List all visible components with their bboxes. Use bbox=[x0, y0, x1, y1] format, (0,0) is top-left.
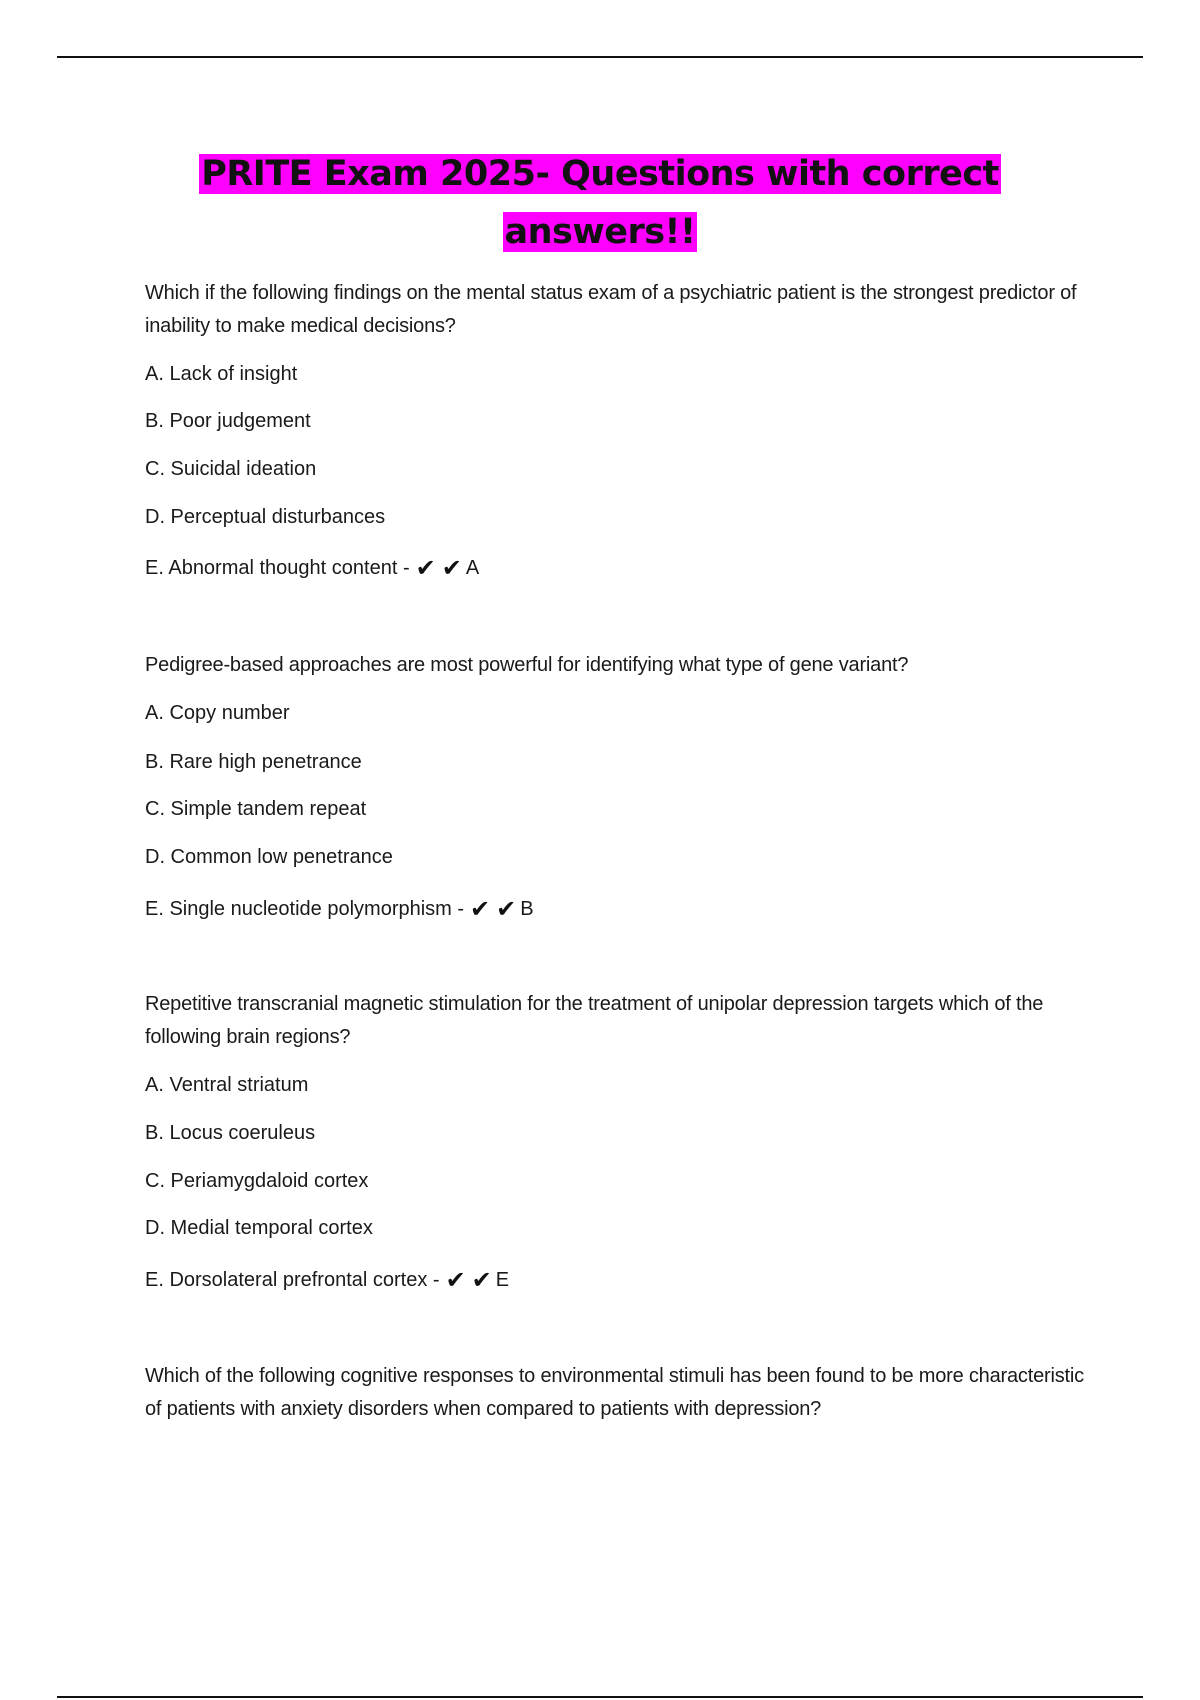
question-3-option-e: E. Dorsolateral prefrontal cortex - bbox=[145, 1269, 440, 1291]
top-divider bbox=[57, 56, 1143, 58]
question-1-text: Which if the following findings on the mental status exam of a psychiatric patient is the strongest predictor of inability to make medical decisions? bbox=[145, 282, 1077, 337]
bottom-divider bbox=[57, 1696, 1143, 1698]
page-title bbox=[0, 145, 1200, 261]
question-3-option-d: D. Medial temporal cortex bbox=[145, 1217, 373, 1239]
title-line-2: answers!! bbox=[504, 212, 696, 252]
checkmark-icon: ✔ bbox=[441, 554, 462, 582]
question-1-option-e-row bbox=[145, 554, 479, 582]
question-3-option-e-row bbox=[145, 1266, 509, 1294]
question-1-option-a: A. Lack of insight bbox=[145, 363, 298, 385]
checkmark-icon: ✔ bbox=[445, 1266, 466, 1294]
question-2-answer: B bbox=[520, 898, 534, 920]
question-3-answer: E bbox=[495, 1269, 510, 1291]
question-3-option-c: C. Periamygdaloid cortex bbox=[145, 1170, 369, 1192]
question-2-option-d: D. Common low penetrance bbox=[145, 846, 393, 868]
question-4-text: Which of the following cognitive responses to environmental stimuli has been found to be more characteristic of patients with anxiety disorders when compared to patients with depression? bbox=[145, 1365, 1084, 1420]
question-2-option-e: E. Single nucleotide polymorphism - bbox=[145, 898, 465, 920]
question-2-option-b: B. Rare high penetrance bbox=[145, 751, 362, 773]
question-2-text: Pedigree-based approaches are most powerful for identifying what type of gene variant? bbox=[145, 654, 909, 676]
question-1-option-d: D. Perceptual disturbances bbox=[145, 506, 386, 528]
question-1-option-c: C. Suicidal ideation bbox=[145, 458, 317, 480]
question-1-answer: A bbox=[465, 557, 480, 579]
question-2-option-a: A. Copy number bbox=[145, 702, 290, 724]
checkmark-icon: ✔ bbox=[415, 554, 436, 582]
question-2-option-c: C. Simple tandem repeat bbox=[145, 798, 367, 820]
question-3-option-b: B. Locus coeruleus bbox=[145, 1122, 316, 1144]
title-line-1: PRITE Exam 2025- Questions with correct bbox=[201, 154, 999, 194]
question-3-option-a: A. Ventral striatum bbox=[145, 1074, 309, 1096]
checkmark-icon: ✔ bbox=[470, 895, 491, 923]
question-2-option-e-row bbox=[145, 895, 534, 923]
question-3-text: Repetitive transcranial magnetic stimulation for the treatment of unipolar depression targets which of the following brain regions? bbox=[145, 993, 1044, 1048]
checkmark-icon: ✔ bbox=[471, 1266, 492, 1294]
question-1-option-e: E. Abnormal thought content - bbox=[145, 557, 410, 579]
checkmark-icon: ✔ bbox=[496, 895, 517, 923]
question-1-option-b: B. Poor judgement bbox=[145, 410, 311, 432]
